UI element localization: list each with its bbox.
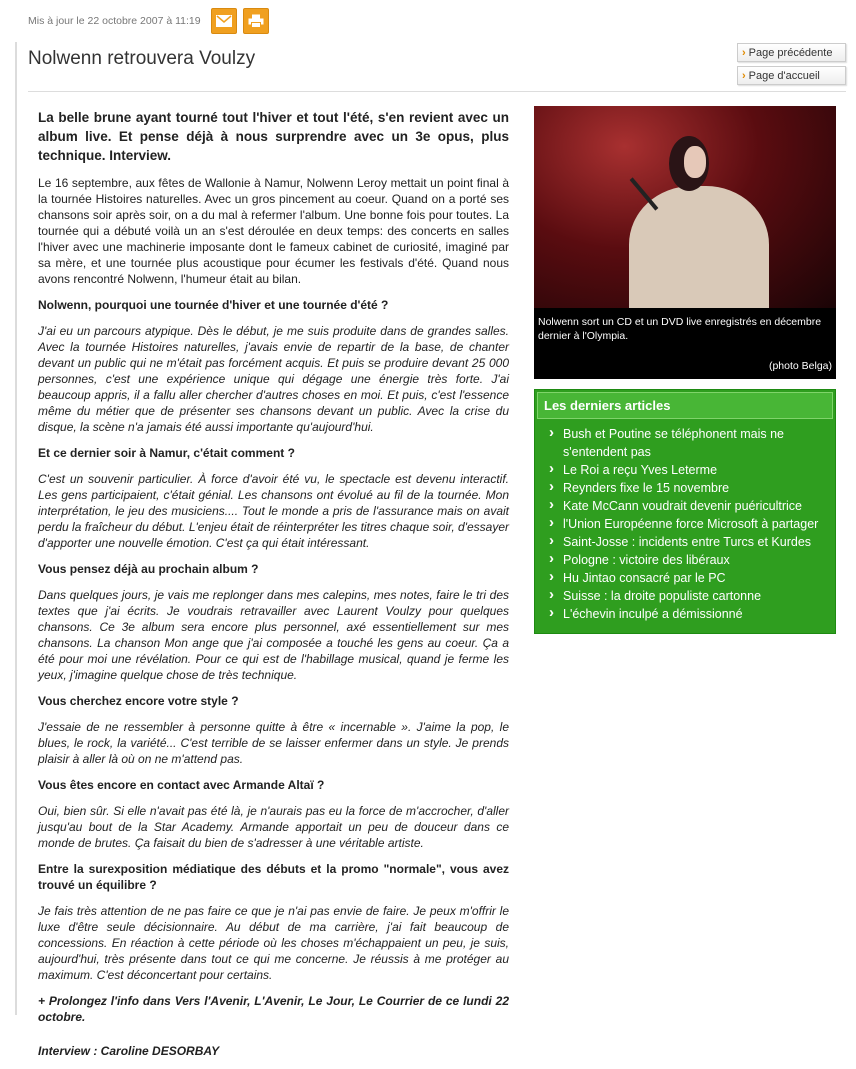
latest-articles-heading: Les derniers articles xyxy=(537,392,833,419)
list-item[interactable]: › Suisse : la droite populiste cartonne xyxy=(549,587,829,605)
nav-buttons xyxy=(737,43,846,89)
list-item[interactable]: › Hu Jintao consacré par le PC xyxy=(549,569,829,587)
latest-articles-list xyxy=(537,425,833,623)
latest-articles-box xyxy=(534,389,836,634)
answer: Dans quelques jours, je vais me replonger dans mes calepins, mes notes, faire le tri des textes que j'ai écrits. Je voudrais retravailler avec Laurent Voulzy pour quelques chansons. Ce 3e album sera encore plus personnel, axé essentiellement sur mes chansons. La chanson Mon ange que j'ai composée a touché les gens au coeur. Ça a été pour moi une révélation. Pour ce qui est de l'habillage musical, quand je ferme les yeux, j'imagine quelque chose de très technique. xyxy=(38,588,509,682)
article-photo xyxy=(534,106,836,308)
updated-date: Mis à jour le 22 octobre 2007 à 11:19 xyxy=(28,15,201,27)
printer-icon[interactable] xyxy=(243,8,269,34)
list-item[interactable]: › L'échevin inculpé a démissionné xyxy=(549,605,829,623)
question: Et ce dernier soir à Namur, c'était comment ? xyxy=(38,446,295,460)
answer: C'est un souvenir particulier. À force d'avoir été vu, le spectacle est devenu interactif. Les gens participaient, c'était génial. Les chansons ont évolué au fil de la tournée. Mon interprétation, le jeu des musiciens.... Tout le monde a pris de l'assurance mais on avait perdu la fraîcheur du début. L'enjeu était de réinterpréter les titres chaque soir, d'essayer d'apporter une nouvelle émotion. C'est ça qui était intéressant. xyxy=(38,472,509,550)
sidebar xyxy=(534,106,836,634)
previous-page-label: Page précédente xyxy=(748,47,833,59)
photo-caption-text: Nolwenn sort un CD et un DVD live enregistrés en décembre dernier à l'Olympia. xyxy=(538,316,822,342)
list-item[interactable]: › Le Roi a reçu Yves Leterme xyxy=(549,461,829,479)
photo-credit: (photo Belga) xyxy=(768,360,832,372)
topbar xyxy=(28,8,275,34)
article-lead: La belle brune ayant tourné tout l'hiver et tout l'été, s'en revient avec un album live. Et pense déjà à nous surprendre avec un 3e opus, plus technique. Interview. xyxy=(38,110,509,163)
question: Vous êtes encore en contact avec Armande Altaï ? xyxy=(38,778,325,792)
question: Nolwenn, pourquoi une tournée d'hiver et une tournée d'été ? xyxy=(38,298,389,312)
envelope-icon[interactable] xyxy=(211,8,237,34)
list-item[interactable]: › Bush et Poutine se téléphonent mais ne s'entendent pas xyxy=(549,425,829,461)
more-info-line: + Prolongez l'info dans Vers l'Avenir, L'Avenir, Le Jour, Le Courrier de ce lundi 22 octobre. xyxy=(38,994,509,1024)
list-item[interactable]: › Pologne : victoire des libéraux xyxy=(549,551,829,569)
author-line: Interview : Caroline DESORBAY xyxy=(38,1044,220,1058)
chevron-right-icon: › xyxy=(742,47,746,59)
question: Vous pensez déjà au prochain album ? xyxy=(38,562,259,576)
left-rule xyxy=(15,42,17,1015)
photo-caption xyxy=(534,308,836,379)
article-body xyxy=(38,108,509,1069)
answer: Je fais très attention de ne pas faire ce que je n'ai pas envie de faire. Je peux m'offrir le luxe d'être seule décisionnaire. Au début de ma carrière, j'ai fait beaucoup de concessions. En réaction à cette période où les choses m'échappaient un peu, je suis, aujourd'hui, très présente dans tout ce qui me concerne. Je réussis à me protéger au maximum. C'est déconcertant pour certains. xyxy=(38,904,509,982)
answer: Oui, bien sûr. Si elle n'avait pas été là, je n'aurais pas eu la force de m'accrocher, d'aller jusqu'au bout de la Star Academy. Armande apportait un peu de douceur dans ce monde de brutes. Ça faisait du bien de s'adresser à une véritable artiste. xyxy=(38,804,509,850)
list-item[interactable]: › Saint-Josse : incidents entre Turcs et Kurdes xyxy=(549,533,829,551)
answer: J'ai eu un parcours atypique. Dès le début, je me suis produite dans de grandes salles. Avec la tournée Histoires naturelles, j'avais envie de repartir de la base, de chanter devant un public qui ne m'était pas forcément acquis. Et puis se produire devant 25 000 personnes, c'est une expérience unique qui dégage une énergie très forte. J'ai beaucoup appris, il a fallu aller chercher d'autres choses en moi. Et puis, c'est l'essence même du métier que de présenter ses chansons devant un public. Avec la crise du disque, la scène n'a jamais été aussi importante qu'aujourd'hui. xyxy=(38,324,509,434)
photo-figure-face xyxy=(684,146,706,178)
question: Entre la surexposition médiatique des débuts et la promo "normale", vous avez trouvé un équilibre ? xyxy=(38,862,509,892)
list-item[interactable]: › Kate McCann voudrait devenir puéricultrice xyxy=(549,497,829,515)
home-page-label: Page d'accueil xyxy=(748,70,820,82)
home-page-button[interactable] xyxy=(737,66,846,85)
list-item[interactable]: › l'Union Européenne force Microsoft à partager xyxy=(549,515,829,533)
question: Vous cherchez encore votre style ? xyxy=(38,694,239,708)
answer: J'essaie de ne ressembler à personne quitte à être « incernable ». J'aime la pop, le blues, le rock, la variété... C'est terrible de se laisser enfermer dans un style. Je prends plaisir à aller là où on ne m'attend pas. xyxy=(38,720,509,766)
page-title: Nolwenn retrouvera Voulzy xyxy=(28,48,256,69)
previous-page-button[interactable] xyxy=(737,43,846,62)
chevron-right-icon: › xyxy=(742,70,746,82)
divider xyxy=(28,91,846,92)
list-item[interactable]: › Reynders fixe le 15 novembre xyxy=(549,479,829,497)
article-intro: Le 16 septembre, aux fêtes de Wallonie à Namur, Nolwenn Leroy mettait un point final à la tournée Histoires naturelles. Avec un gros pincement au coeur. Quand on a porté ses chansons soir après soir, on a du mal à refermer l'album. Une bonne fois pour toutes. La tournée qui a débuté voilà un an s'est déroulée en deux temps: des concerts en salles l'hiver avec une machinerie imposante dont le fameux cabinet de curiosité, imaginé par sa mère, et une tournée plus acoustique pour écumer les festivals d'été. Quand nous avons rencontré Nolwenn, l'humeur était au bilan. xyxy=(38,176,509,286)
